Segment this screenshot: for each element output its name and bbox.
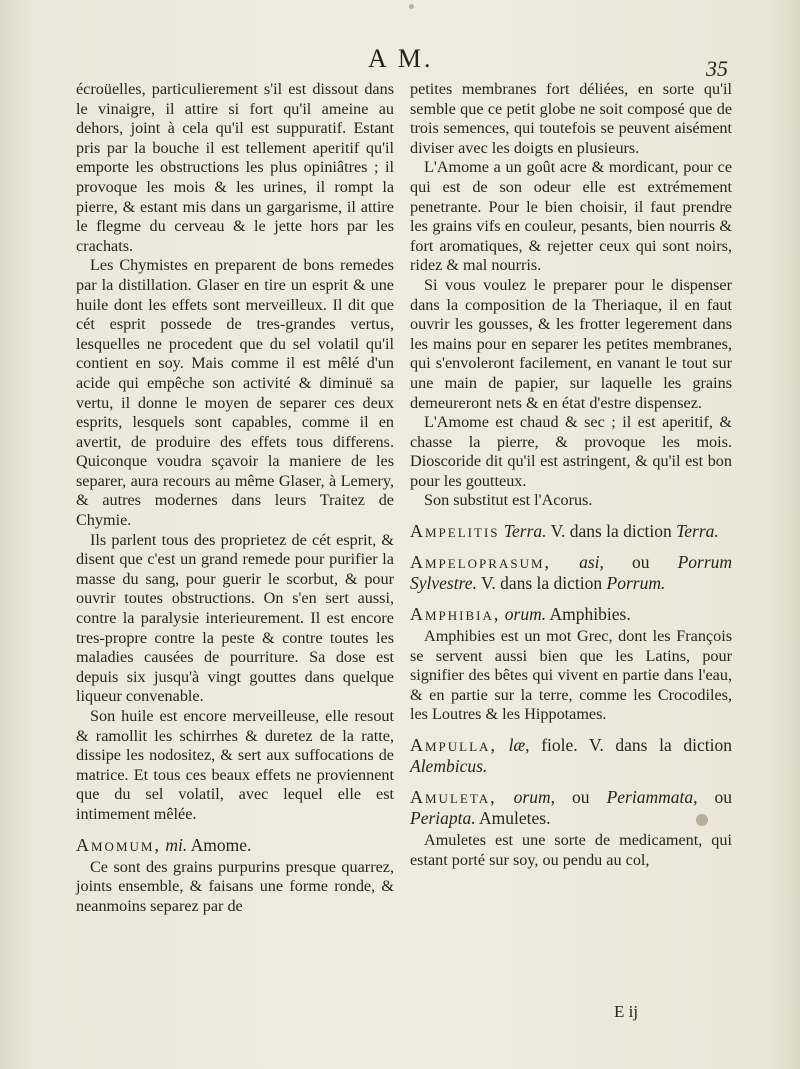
- headword: Amuleta,: [410, 787, 497, 808]
- cross-reference-target: Alembicus.: [410, 756, 488, 777]
- signature-mark: E ij: [614, 1002, 639, 1021]
- latin-declension: mi.: [165, 834, 188, 855]
- french-term: Amuletes.: [479, 808, 551, 829]
- dictionary-entry-amphibia: [410, 604, 732, 625]
- running-head: A M.: [368, 44, 434, 73]
- paragraph: L'Amome a un goût acre & mordicant, pour ce qui est de son odeur elle est extrémement penetrante. Pour le bien choisir, il faut prendre les grains vifs en couleur, pesants, bien nourris & fort aromatiques, & rejetter ceux qui sont noirs, ridez & mal nourris.: [410, 158, 732, 275]
- latin-synonym: Periapta.: [410, 808, 476, 829]
- paragraph: écroüelles, particulierement s'il est dissout dans le vinaigre, il attire si fort qu'il ameine au dehors, joint à cela qu'il est suppuratif. Estant pris par la bouche il est tellement aperitif qu'il emporte les obstructions les plus opiniâtres ; il provoque les mois & les urines, il rompt la pierre, & estant mis dans un gargarisme, il attire le flegme du cerveau & le jette hors par les crachats.: [76, 80, 394, 255]
- latin-synonym: Periammata,: [606, 787, 698, 808]
- paragraph: Si vous voulez le preparer pour le dispenser dans la composition de la Theriaque, il en faut ouvrir les gousses, & les frotter legerement dans les mains pour en separer les petites membranes, qui s'envoleront facilement, en vanant le tout sur une main de papier, sur laquelle les grains demeureront nets & en état d'estre dispensez.: [410, 275, 732, 412]
- paragraph: Son substitut est l'Acorus.: [424, 491, 593, 510]
- conjunction: ou: [714, 787, 733, 808]
- latin-declension: asi,: [579, 552, 604, 573]
- conjunction: ou: [632, 552, 650, 573]
- paragraph: Les Chymistes en preparent de bons remedes par la distillation. Glaser en tire un esprit & une huile dont les effets sont merveilleux. Il dit que cét esprit possede de tres-grandes vertus, lesquelles ne procedent que du sel volatil qu'il contient en soy. Mais comme il est mêlé d'un acide qui empêche son activité & diminuë sa vertu, il donne le moyen de separer ces deux esprits, lesquels sont capables, comme il en avertit, de produire des effets tous differens. Quiconque voudra sçavoir la maniere de les separer, aura recours au même Glaser, à Lemery, & autres modernes dans leurs Traitez de Chymie.: [76, 256, 394, 530]
- latin-declension: orum.: [504, 604, 547, 625]
- paragraph: Ils parlent tous des proprietez de cét esprit, & disent que c'est un grand remede pour purifier la masse du sang, pour guerir le scorbut, & pour ouvrir toutes obstructions. On s'en sert aussi, contre la paralysie interieurement. Il est encore tres-propre contre la peste & contre toutes les maladies causées de pourriture. Sa dose est depuis six jusqu'à vingt gouttes dans quelque liqueur convenable.: [76, 530, 394, 706]
- paragraph: Son huile est encore merveilleuse, elle resout & ramollit les schirrhes & duretez de la ratte, dissipe les nodositez, & sert aux suffocations de matrice. Et tous ces beaux effets ne proviennent que du sel volatil, avec lequel elle est intimement mêlée.: [76, 707, 394, 823]
- ink-smudge: [409, 4, 414, 9]
- dictionary-entry-ampeloprasum: [410, 552, 732, 594]
- cross-reference: V. dans la diction: [588, 735, 733, 756]
- french-term: Amome.: [190, 834, 252, 855]
- latin-declension: læ,: [508, 735, 530, 756]
- latin-term: Terra.: [503, 521, 547, 542]
- french-term: fiole.: [541, 735, 578, 756]
- dictionary-entry-ampelitis: [410, 521, 732, 542]
- paragraph: Ce sont des grains purpurins presque quarrez, joints ensemble, & faisans une forme ronde, & neanmoins separez par de: [76, 857, 394, 915]
- conjunction: ou: [572, 787, 590, 808]
- dictionary-entry-amomum: [76, 835, 394, 856]
- dictionary-entry-amuleta: [410, 787, 732, 829]
- paragraph: Amphibies est un mot Grec, dont les François se servent aussi bien que les Latins, pour signifier des bêtes qui vivent en partie dans l'eau, & en partie sur la terre, comme les Crocodiles, les Loutres & les Hippotames.: [410, 627, 732, 724]
- latin-declension: orum,: [513, 787, 555, 808]
- left-column: [76, 80, 394, 916]
- paragraph: L'Amome est chaud & sec ; il est aperitif, & chasse la pierre, & provoque les mois. Dioscoride dit qu'il est astringent, & qu'il est bon pour les goutteux.: [410, 413, 732, 490]
- headword: Ampeloprasum,: [410, 552, 552, 573]
- cross-reference: V. dans la diction: [550, 521, 672, 542]
- cross-reference: V. dans la diction: [480, 573, 603, 594]
- paragraph: Amuletes est une sorte de medicament, qui estant porté sur soy, ou pendu au col,: [410, 831, 732, 869]
- dictionary-entry-ampulla: [410, 735, 732, 777]
- page-number: 35: [706, 56, 728, 81]
- latin-synonym: Porrum Sylvestre.: [410, 552, 733, 594]
- headword: Amphibia,: [410, 604, 501, 625]
- cross-reference-target: Terra.: [676, 521, 719, 542]
- ink-smudge: [696, 814, 708, 826]
- french-term: Amphibies.: [549, 604, 631, 625]
- cross-reference-target: Porrum.: [606, 573, 666, 594]
- headword: Ampelitis: [410, 521, 500, 542]
- right-column: [410, 80, 732, 870]
- headword: Ampulla,: [410, 735, 497, 756]
- headword: Amomum,: [76, 834, 161, 855]
- paragraph: petites membranes fort déliées, en sorte qu'il semble que ce petit globe ne soit composé que de trois semences, qui toutefois se peuvent aisément diviser avec les doigts en plusieurs.: [410, 80, 732, 157]
